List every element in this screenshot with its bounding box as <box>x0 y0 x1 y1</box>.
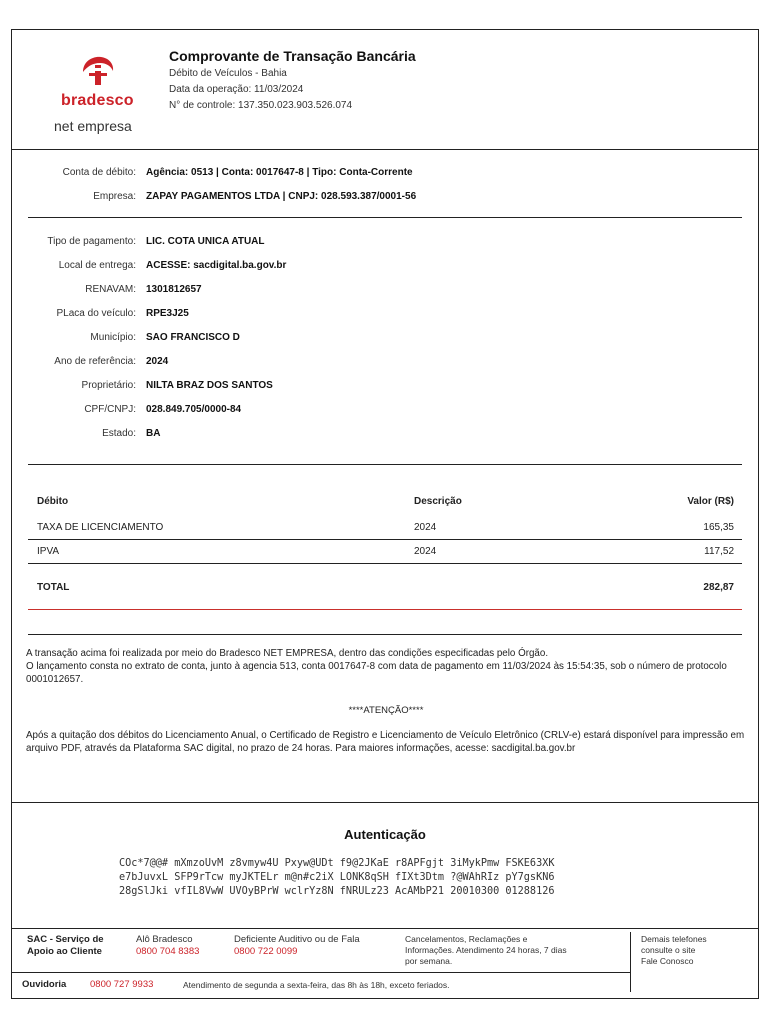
other-phones: Demais telefones <box>641 934 707 944</box>
company-label: Empresa: <box>93 191 136 202</box>
detail-label: Ano de referência: <box>54 356 136 367</box>
detail-label: Tipo de pagamento: <box>47 236 136 247</box>
notes-divider <box>28 634 742 635</box>
table-row-debito: IPVA <box>37 546 60 557</box>
note-line-2: O lançamento consta no extrato de conta, junto à agencia 513, conta 0017647-8 com data de pagamento em 11/03/2024 às 15:54:35, sob o número de protocolo 0001012657. <box>26 661 727 685</box>
alo-bradesco-phone[interactable]: 0800 704 8383 <box>136 946 200 957</box>
detail-value: 1301812657 <box>146 284 202 295</box>
total-label: TOTAL <box>37 582 70 593</box>
detail-value: LIC. COTA UNICA ATUAL <box>146 236 265 247</box>
table-row-divider <box>28 563 742 564</box>
detail-label: Município: <box>90 332 136 343</box>
logo-subtitle: net empresa <box>54 118 132 134</box>
detail-label: PLaca do veículo: <box>56 308 136 319</box>
note-line-1: A transação acima foi realizada por meio do Bradesco NET EMPRESA, dentro das condições especificadas pelo Órgão. <box>26 648 549 659</box>
auth-divider <box>11 802 759 803</box>
detail-value: 2024 <box>146 356 169 367</box>
auth-code-line: COc*7@@# mXmzoUvM z8vmyw4U Pxyw@UDt f9@2JKaE r8APFgjt 3iMykPmw FSKE63XK <box>119 858 555 869</box>
attention-heading: ****ATENÇÃO**** <box>348 705 424 716</box>
detail-label: Estado: <box>102 428 136 439</box>
table-row-descricao: 2024 <box>414 522 437 533</box>
detail-value: BA <box>146 428 161 439</box>
table-row-debito: TAXA DE LICENCIAMENTO <box>37 522 164 533</box>
account-label: Conta de débito: <box>62 167 136 178</box>
cancel-info: Informações. Atendimento 24 horas, 7 dias <box>405 945 567 955</box>
total-red-divider <box>28 609 742 610</box>
control-number: N° de controle: 137.350.023.903.526.074 <box>169 100 353 111</box>
ouvidoria-hours: Atendimento de segunda a sexta-feira, das 8h às 18h, exceto feriados. <box>183 980 450 990</box>
logo-name: bradesco <box>61 92 134 109</box>
col-header-valor: Valor (R$) <box>687 496 734 507</box>
ouvidoria-divider <box>11 972 631 973</box>
table-row-divider <box>28 539 742 540</box>
detail-label: Proprietário: <box>81 380 136 391</box>
deficiente-phone[interactable]: 0800 722 0099 <box>234 946 298 957</box>
header-divider <box>11 149 759 150</box>
table-row-valor: 117,52 <box>704 546 734 557</box>
detail-value: SAO FRANCISCO D <box>146 332 240 343</box>
detail-label: RENAVAM: <box>85 284 136 295</box>
other-phones: consulte o site <box>641 945 696 955</box>
ouvidoria-phone[interactable]: 0800 727 9933 <box>90 979 154 990</box>
account-value: Agência: 0513 | Conta: 0017647-8 | Tipo: Conta-Corrente <box>146 167 413 178</box>
company-value: ZAPAY PAGAMENTOS LTDA | CNPJ: 028.593.387/0001-56 <box>146 191 417 202</box>
detail-value: RPE3J25 <box>146 308 189 319</box>
total-value: 282,87 <box>703 582 734 593</box>
details-divider <box>28 464 742 465</box>
sac-label: Apoio ao Cliente <box>27 946 102 957</box>
attention-text: Após a quitação dos débitos do Licenciamento Anual, o Certificado de Registro e Licenciamento de Veículo Eletrônico (CRLV-e) estará disponível para impressão em arquivo PDF, através da Plataforma SAC digital, no prazo de 24 horas. Para maiores informações, acesse: sacdigital.ba.gov.br <box>26 730 745 754</box>
auth-code-line: 28gSlJki vfIL8VwW UVOyBPrW wclrYz8N fNRULz23 AcAMbP21 20010300 01288126 <box>119 886 555 897</box>
alo-bradesco-label: Alô Bradesco <box>136 934 193 945</box>
footer-divider <box>11 928 759 929</box>
col-header-descricao: Descrição <box>414 496 462 507</box>
detail-label: CPF/CNPJ: <box>84 404 136 415</box>
detail-label: Local de entrega: <box>58 260 136 271</box>
account-divider <box>28 217 742 218</box>
page-title: Comprovante de Transação Bancária <box>169 48 416 64</box>
table-row-valor: 165,35 <box>703 522 734 533</box>
operation-date: Data da operação: 11/03/2024 <box>169 84 304 95</box>
cancel-info: por semana. <box>405 956 453 966</box>
footer-vertical-divider <box>630 932 631 992</box>
page-subtitle: Débito de Veículos - Bahia <box>169 68 287 79</box>
detail-value: ACESSE: sacdigital.ba.gov.br <box>146 260 287 271</box>
other-phones: Fale Conosco <box>641 956 694 966</box>
cancel-info: Cancelamentos, Reclamações e <box>405 934 528 944</box>
auth-title: Autenticação <box>344 827 426 842</box>
detail-value: 028.849.705/0000-84 <box>146 404 242 415</box>
table-row-descricao: 2024 <box>414 546 437 557</box>
detail-value: NILTA BRAZ DOS SANTOS <box>146 380 273 391</box>
deficiente-label: Deficiente Auditivo ou de Fala <box>234 934 360 945</box>
ouvidoria-label: Ouvidoria <box>22 979 67 990</box>
auth-code-line: e7bJuvxL SFP9rTcw myJKTELr m@n#c2iX LONK8qSH fIXt3Dtm ?@WAhRIz pY7gsKN6 <box>119 872 555 883</box>
bradesco-tree-icon <box>77 52 119 88</box>
sac-label: SAC - Serviço de <box>27 934 104 945</box>
col-header-debito: Débito <box>37 496 69 507</box>
